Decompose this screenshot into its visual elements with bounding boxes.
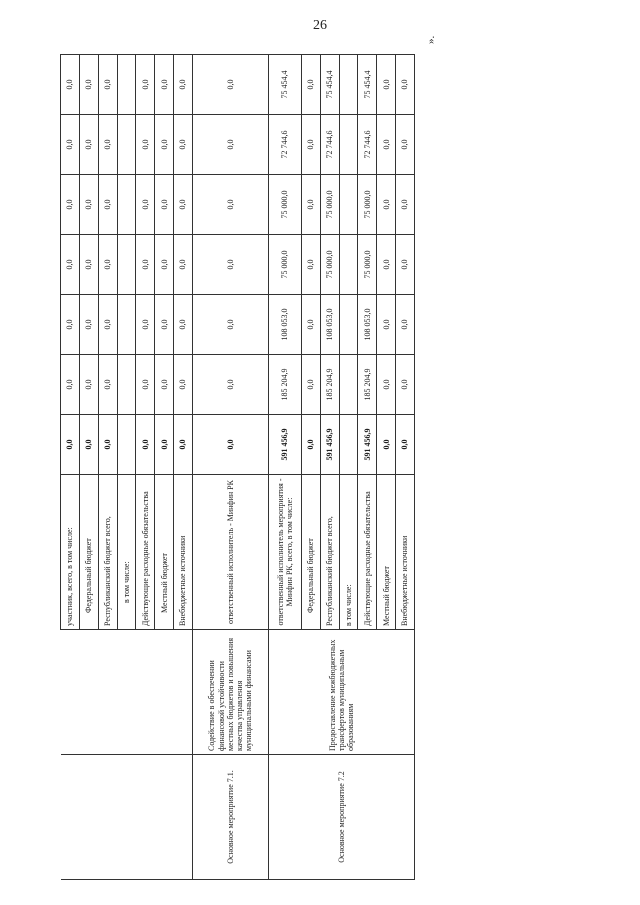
value-cell: 0,0	[155, 415, 174, 475]
value-cell: 0,0	[174, 355, 193, 415]
value-cell: 75 000,0	[320, 235, 339, 295]
value-cell: 0,0	[136, 115, 155, 175]
value-cell: 0,0	[193, 55, 269, 115]
value-cell: 0,0	[396, 355, 415, 415]
value-cell: 108 053,0	[358, 295, 377, 355]
value-cell: 0,0	[155, 55, 174, 115]
value-cell: 0,0	[61, 295, 80, 355]
value-cell	[339, 55, 358, 115]
value-cell: 0,0	[98, 175, 117, 235]
value-cell: 75 000,0	[358, 235, 377, 295]
value-cell: 0,0	[377, 115, 396, 175]
value-cell: 72 744,6	[268, 115, 301, 175]
value-cell: 0,0	[301, 295, 320, 355]
row-label: Республиканский бюджет всего,	[98, 475, 117, 630]
value-cell: 0,0	[61, 235, 80, 295]
value-cell: 0,0	[98, 115, 117, 175]
value-cell: 0,0	[155, 115, 174, 175]
value-cell: 0,0	[396, 235, 415, 295]
value-cell: 0,0	[136, 355, 155, 415]
page-number: 26	[313, 18, 327, 33]
closing-quote-mark: ».	[425, 35, 437, 44]
value-cell	[117, 55, 136, 115]
value-cell: 0,0	[136, 415, 155, 475]
value-cell	[117, 175, 136, 235]
row-label: Местный бюджет	[155, 475, 174, 630]
row-label: Внебюджетные источники	[396, 475, 415, 630]
value-cell: 75 000,0	[358, 175, 377, 235]
value-cell: 0,0	[396, 175, 415, 235]
value-cell: 75 454,4	[320, 55, 339, 115]
value-cell: 0,0	[396, 415, 415, 475]
value-cell: 0,0	[98, 55, 117, 115]
value-cell: 0,0	[377, 415, 396, 475]
value-cell: 75 000,0	[268, 235, 301, 295]
measure-name-7-2: Предоставление межбюджетных трансфертов муниципальным образованиям	[268, 630, 414, 755]
measure-code-7-2: Основное мероприятие 7.2	[268, 755, 414, 880]
value-cell: 0,0	[98, 415, 117, 475]
value-cell: 0,0	[174, 235, 193, 295]
value-cell: 0,0	[301, 175, 320, 235]
row-label: Республиканский бюджет всего,	[320, 475, 339, 630]
value-cell: 0,0	[301, 115, 320, 175]
value-cell: 0,0	[136, 175, 155, 235]
value-cell: 0,0	[79, 415, 98, 475]
measure-code-7-1: Основное мероприятие 7.1.	[193, 755, 269, 880]
value-cell: 0,0	[98, 355, 117, 415]
value-cell: 185 204,9	[358, 355, 377, 415]
row-label: ответственный исполнитель - Минфин РК	[193, 475, 269, 630]
value-cell: 0,0	[79, 235, 98, 295]
row-label: Федеральный бюджет	[79, 475, 98, 630]
value-cell: 185 204,9	[268, 355, 301, 415]
value-cell: 0,0	[98, 295, 117, 355]
value-cell: 591 456,9	[268, 415, 301, 475]
continued-code-cell	[61, 755, 193, 880]
value-cell	[339, 415, 358, 475]
value-cell: 0,0	[377, 175, 396, 235]
value-cell: 108 053,0	[268, 295, 301, 355]
value-cell: 0,0	[174, 415, 193, 475]
row-label: Местный бюджет	[377, 475, 396, 630]
value-cell: 0,0	[79, 355, 98, 415]
value-cell: 0,0	[377, 235, 396, 295]
row-label: участник, всего, в том числе:	[61, 475, 80, 630]
value-cell: 0,0	[61, 355, 80, 415]
value-cell: 0,0	[79, 55, 98, 115]
value-cell	[339, 235, 358, 295]
value-cell: 0,0	[301, 415, 320, 475]
value-cell	[117, 355, 136, 415]
value-cell: 0,0	[193, 115, 269, 175]
value-cell: 0,0	[377, 55, 396, 115]
row-label: Федеральный бюджет	[301, 475, 320, 630]
row-label: Внебюджетные источники	[174, 475, 193, 630]
value-cell	[117, 235, 136, 295]
value-cell: 0,0	[155, 235, 174, 295]
value-cell	[339, 175, 358, 235]
value-cell	[339, 295, 358, 355]
value-cell: 0,0	[155, 175, 174, 235]
value-cell: 0,0	[193, 415, 269, 475]
budget-table	[60, 54, 415, 880]
value-cell: 0,0	[377, 355, 396, 415]
value-cell: 0,0	[136, 235, 155, 295]
value-cell: 0,0	[136, 55, 155, 115]
value-cell: 0,0	[193, 175, 269, 235]
value-cell: 0,0	[396, 295, 415, 355]
value-cell: 0,0	[193, 355, 269, 415]
value-cell: 0,0	[61, 415, 80, 475]
value-cell	[117, 295, 136, 355]
value-cell: 0,0	[79, 295, 98, 355]
value-cell: 0,0	[61, 115, 80, 175]
value-cell: 0,0	[61, 175, 80, 235]
continued-name-cell	[61, 630, 193, 755]
value-cell	[117, 115, 136, 175]
value-cell: 0,0	[98, 235, 117, 295]
value-cell: 75 454,4	[358, 55, 377, 115]
value-cell: 0,0	[193, 235, 269, 295]
value-cell: 75 000,0	[268, 175, 301, 235]
value-cell: 0,0	[79, 175, 98, 235]
value-cell: 0,0	[174, 115, 193, 175]
value-cell: 185 204,9	[320, 355, 339, 415]
value-cell: 0,0	[301, 355, 320, 415]
value-cell: 108 053,0	[320, 295, 339, 355]
table-row	[268, 55, 301, 880]
value-cell: 72 744,6	[358, 115, 377, 175]
value-cell: 75 454,4	[268, 55, 301, 115]
table-row	[193, 55, 269, 880]
row-label: Действующие расходные обязательства	[358, 475, 377, 630]
value-cell: 0,0	[377, 295, 396, 355]
table-row	[61, 55, 80, 880]
rotated-table-container	[60, 55, 415, 880]
value-cell: 72 744,6	[320, 115, 339, 175]
value-cell: 0,0	[174, 175, 193, 235]
value-cell: 0,0	[301, 235, 320, 295]
value-cell: 591 456,9	[358, 415, 377, 475]
value-cell: 0,0	[193, 295, 269, 355]
value-cell: 0,0	[396, 55, 415, 115]
value-cell	[117, 415, 136, 475]
value-cell: 0,0	[61, 55, 80, 115]
value-cell: 0,0	[396, 115, 415, 175]
value-cell	[339, 355, 358, 415]
value-cell: 591 456,9	[320, 415, 339, 475]
value-cell: 0,0	[155, 295, 174, 355]
measure-name-7-1: Содействие в обеспечении финансовой устойчивости местных бюджетов и повышения качества управления муниципальными финансами	[193, 630, 269, 755]
value-cell: 0,0	[174, 55, 193, 115]
row-label: Действующие расходные обязательства	[136, 475, 155, 630]
value-cell: 0,0	[79, 115, 98, 175]
row-label: в том числе:	[339, 475, 358, 630]
value-cell: 0,0	[155, 355, 174, 415]
row-label: ответственный исполнитель мероприятия - Минфин РК, всего, в том числе:	[268, 475, 301, 630]
value-cell: 75 000,0	[320, 175, 339, 235]
row-label: в том числе:	[117, 475, 136, 630]
value-cell: 0,0	[136, 295, 155, 355]
value-cell: 0,0	[301, 55, 320, 115]
value-cell: 0,0	[174, 295, 193, 355]
value-cell	[339, 115, 358, 175]
